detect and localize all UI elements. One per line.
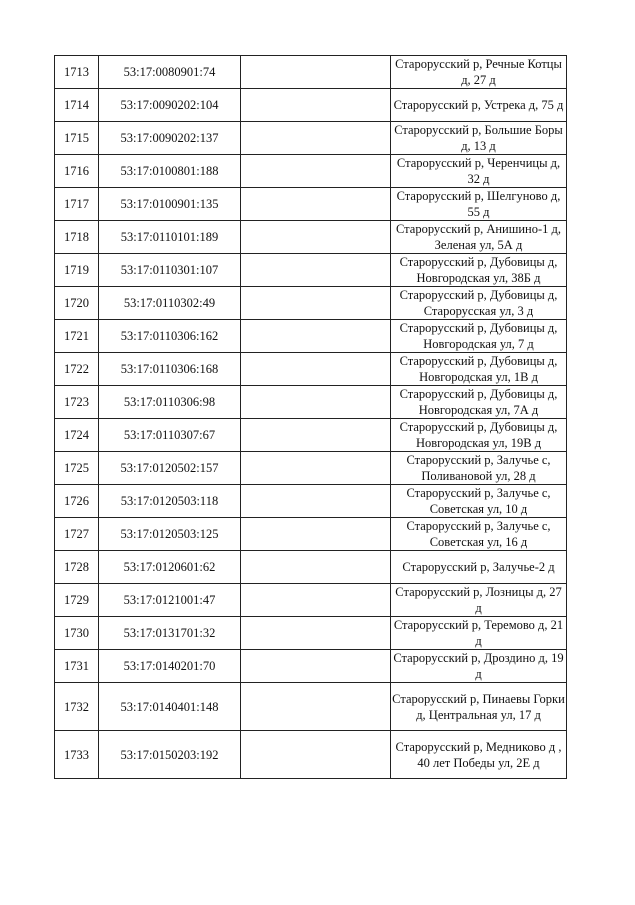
cadastral-number-cell: 53:17:0140401:148 — [99, 683, 241, 731]
table-row — [55, 452, 567, 485]
address-cell: Старорусский р, Дубовицы д, Старорусская ул, 3 д — [391, 287, 567, 320]
table-row — [55, 731, 567, 779]
table-body — [55, 56, 567, 779]
cadastral-number-cell: 53:17:0120503:118 — [99, 485, 241, 518]
empty-cell — [241, 518, 391, 551]
table-row — [55, 287, 567, 320]
table-row — [55, 320, 567, 353]
empty-cell — [241, 221, 391, 254]
empty-cell — [241, 386, 391, 419]
table-row — [55, 122, 567, 155]
cadastral-number-cell: 53:17:0090202:137 — [99, 122, 241, 155]
empty-cell — [241, 683, 391, 731]
cadastral-number-cell: 53:17:0100801:188 — [99, 155, 241, 188]
address-cell: Старорусский р, Медниково д , 40 лет Победы ул, 2Е д — [391, 731, 567, 779]
table-row — [55, 221, 567, 254]
empty-cell — [241, 617, 391, 650]
address-cell: Старорусский р, Залучье-2 д — [391, 551, 567, 584]
cadastral-number-cell: 53:17:0110307:67 — [99, 419, 241, 452]
empty-cell — [241, 122, 391, 155]
table-row — [55, 650, 567, 683]
cadastral-number-cell: 53:17:0110306:162 — [99, 320, 241, 353]
table-row — [55, 551, 567, 584]
table-row — [55, 353, 567, 386]
table-row — [55, 683, 567, 731]
table-row — [55, 188, 567, 221]
table-row — [55, 617, 567, 650]
table-row — [55, 56, 567, 89]
address-cell: Старорусский р, Залучье с, Поливановой ул, 28 д — [391, 452, 567, 485]
cadastral-number-cell: 53:17:0120502:157 — [99, 452, 241, 485]
address-cell: Старорусский р, Дубовицы д, Новгородская ул, 7А д — [391, 386, 567, 419]
cadastral-registry-table — [54, 55, 567, 779]
table-row — [55, 485, 567, 518]
address-cell: Старорусский р, Дубовицы д, Новгородская ул, 38Б д — [391, 254, 567, 287]
cadastral-number-cell: 53:17:0110306:98 — [99, 386, 241, 419]
row-number-cell: 1716 — [55, 155, 99, 188]
cadastral-number-cell: 53:17:0121001:47 — [99, 584, 241, 617]
row-number-cell: 1717 — [55, 188, 99, 221]
table-row — [55, 254, 567, 287]
empty-cell — [241, 320, 391, 353]
row-number-cell: 1729 — [55, 584, 99, 617]
address-cell: Старорусский р, Устрека д, 75 д — [391, 89, 567, 122]
empty-cell — [241, 485, 391, 518]
empty-cell — [241, 188, 391, 221]
empty-cell — [241, 650, 391, 683]
address-cell: Старорусский р, Анишино-1 д, Зеленая ул, 5А д — [391, 221, 567, 254]
address-cell: Старорусский р, Шелгуново д, 55 д — [391, 188, 567, 221]
row-number-cell: 1725 — [55, 452, 99, 485]
address-cell: Старорусский р, Дроздино д, 19 д — [391, 650, 567, 683]
empty-cell — [241, 584, 391, 617]
empty-cell — [241, 56, 391, 89]
address-cell: Старорусский р, Теремово д, 21 д — [391, 617, 567, 650]
empty-cell — [241, 731, 391, 779]
address-cell: Старорусский р, Дубовицы д, Новгородская ул, 1В д — [391, 353, 567, 386]
row-number-cell: 1731 — [55, 650, 99, 683]
row-number-cell: 1715 — [55, 122, 99, 155]
empty-cell — [241, 452, 391, 485]
table-row — [55, 419, 567, 452]
empty-cell — [241, 254, 391, 287]
row-number-cell: 1723 — [55, 386, 99, 419]
cadastral-number-cell: 53:17:0090202:104 — [99, 89, 241, 122]
row-number-cell: 1732 — [55, 683, 99, 731]
cadastral-number-cell: 53:17:0110101:189 — [99, 221, 241, 254]
address-cell: Старорусский р, Залучье с, Советская ул, 16 д — [391, 518, 567, 551]
row-number-cell: 1726 — [55, 485, 99, 518]
empty-cell — [241, 551, 391, 584]
row-number-cell: 1718 — [55, 221, 99, 254]
cadastral-number-cell: 53:17:0080901:74 — [99, 56, 241, 89]
cadastral-number-cell: 53:17:0110302:49 — [99, 287, 241, 320]
table-row — [55, 89, 567, 122]
cadastral-number-cell: 53:17:0100901:135 — [99, 188, 241, 221]
address-cell: Старорусский р, Дубовицы д, Новгородская ул, 19В д — [391, 419, 567, 452]
empty-cell — [241, 353, 391, 386]
address-cell: Старорусский р, Дубовицы д, Новгородская ул, 7 д — [391, 320, 567, 353]
address-cell: Старорусский р, Черенчицы д, 32 д — [391, 155, 567, 188]
table-row — [55, 518, 567, 551]
cadastral-number-cell: 53:17:0110306:168 — [99, 353, 241, 386]
cadastral-number-cell: 53:17:0150203:192 — [99, 731, 241, 779]
table-row — [55, 386, 567, 419]
row-number-cell: 1727 — [55, 518, 99, 551]
cadastral-number-cell: 53:17:0110301:107 — [99, 254, 241, 287]
cadastral-number-cell: 53:17:0140201:70 — [99, 650, 241, 683]
cadastral-number-cell: 53:17:0131701:32 — [99, 617, 241, 650]
empty-cell — [241, 89, 391, 122]
empty-cell — [241, 287, 391, 320]
empty-cell — [241, 419, 391, 452]
row-number-cell: 1719 — [55, 254, 99, 287]
row-number-cell: 1713 — [55, 56, 99, 89]
cadastral-number-cell: 53:17:0120503:125 — [99, 518, 241, 551]
row-number-cell: 1721 — [55, 320, 99, 353]
address-cell: Старорусский р, Большие Боры д, 13 д — [391, 122, 567, 155]
row-number-cell: 1722 — [55, 353, 99, 386]
row-number-cell: 1720 — [55, 287, 99, 320]
row-number-cell: 1714 — [55, 89, 99, 122]
address-cell: Старорусский р, Залучье с, Советская ул, 10 д — [391, 485, 567, 518]
address-cell: Старорусский р, Речные Котцы д, 27 д — [391, 56, 567, 89]
table-row — [55, 584, 567, 617]
row-number-cell: 1733 — [55, 731, 99, 779]
row-number-cell: 1728 — [55, 551, 99, 584]
table-row — [55, 155, 567, 188]
address-cell: Старорусский р, Пинаевы Горки д, Центральная ул, 17 д — [391, 683, 567, 731]
empty-cell — [241, 155, 391, 188]
cadastral-number-cell: 53:17:0120601:62 — [99, 551, 241, 584]
address-cell: Старорусский р, Лозницы д, 27 д — [391, 584, 567, 617]
row-number-cell: 1730 — [55, 617, 99, 650]
row-number-cell: 1724 — [55, 419, 99, 452]
